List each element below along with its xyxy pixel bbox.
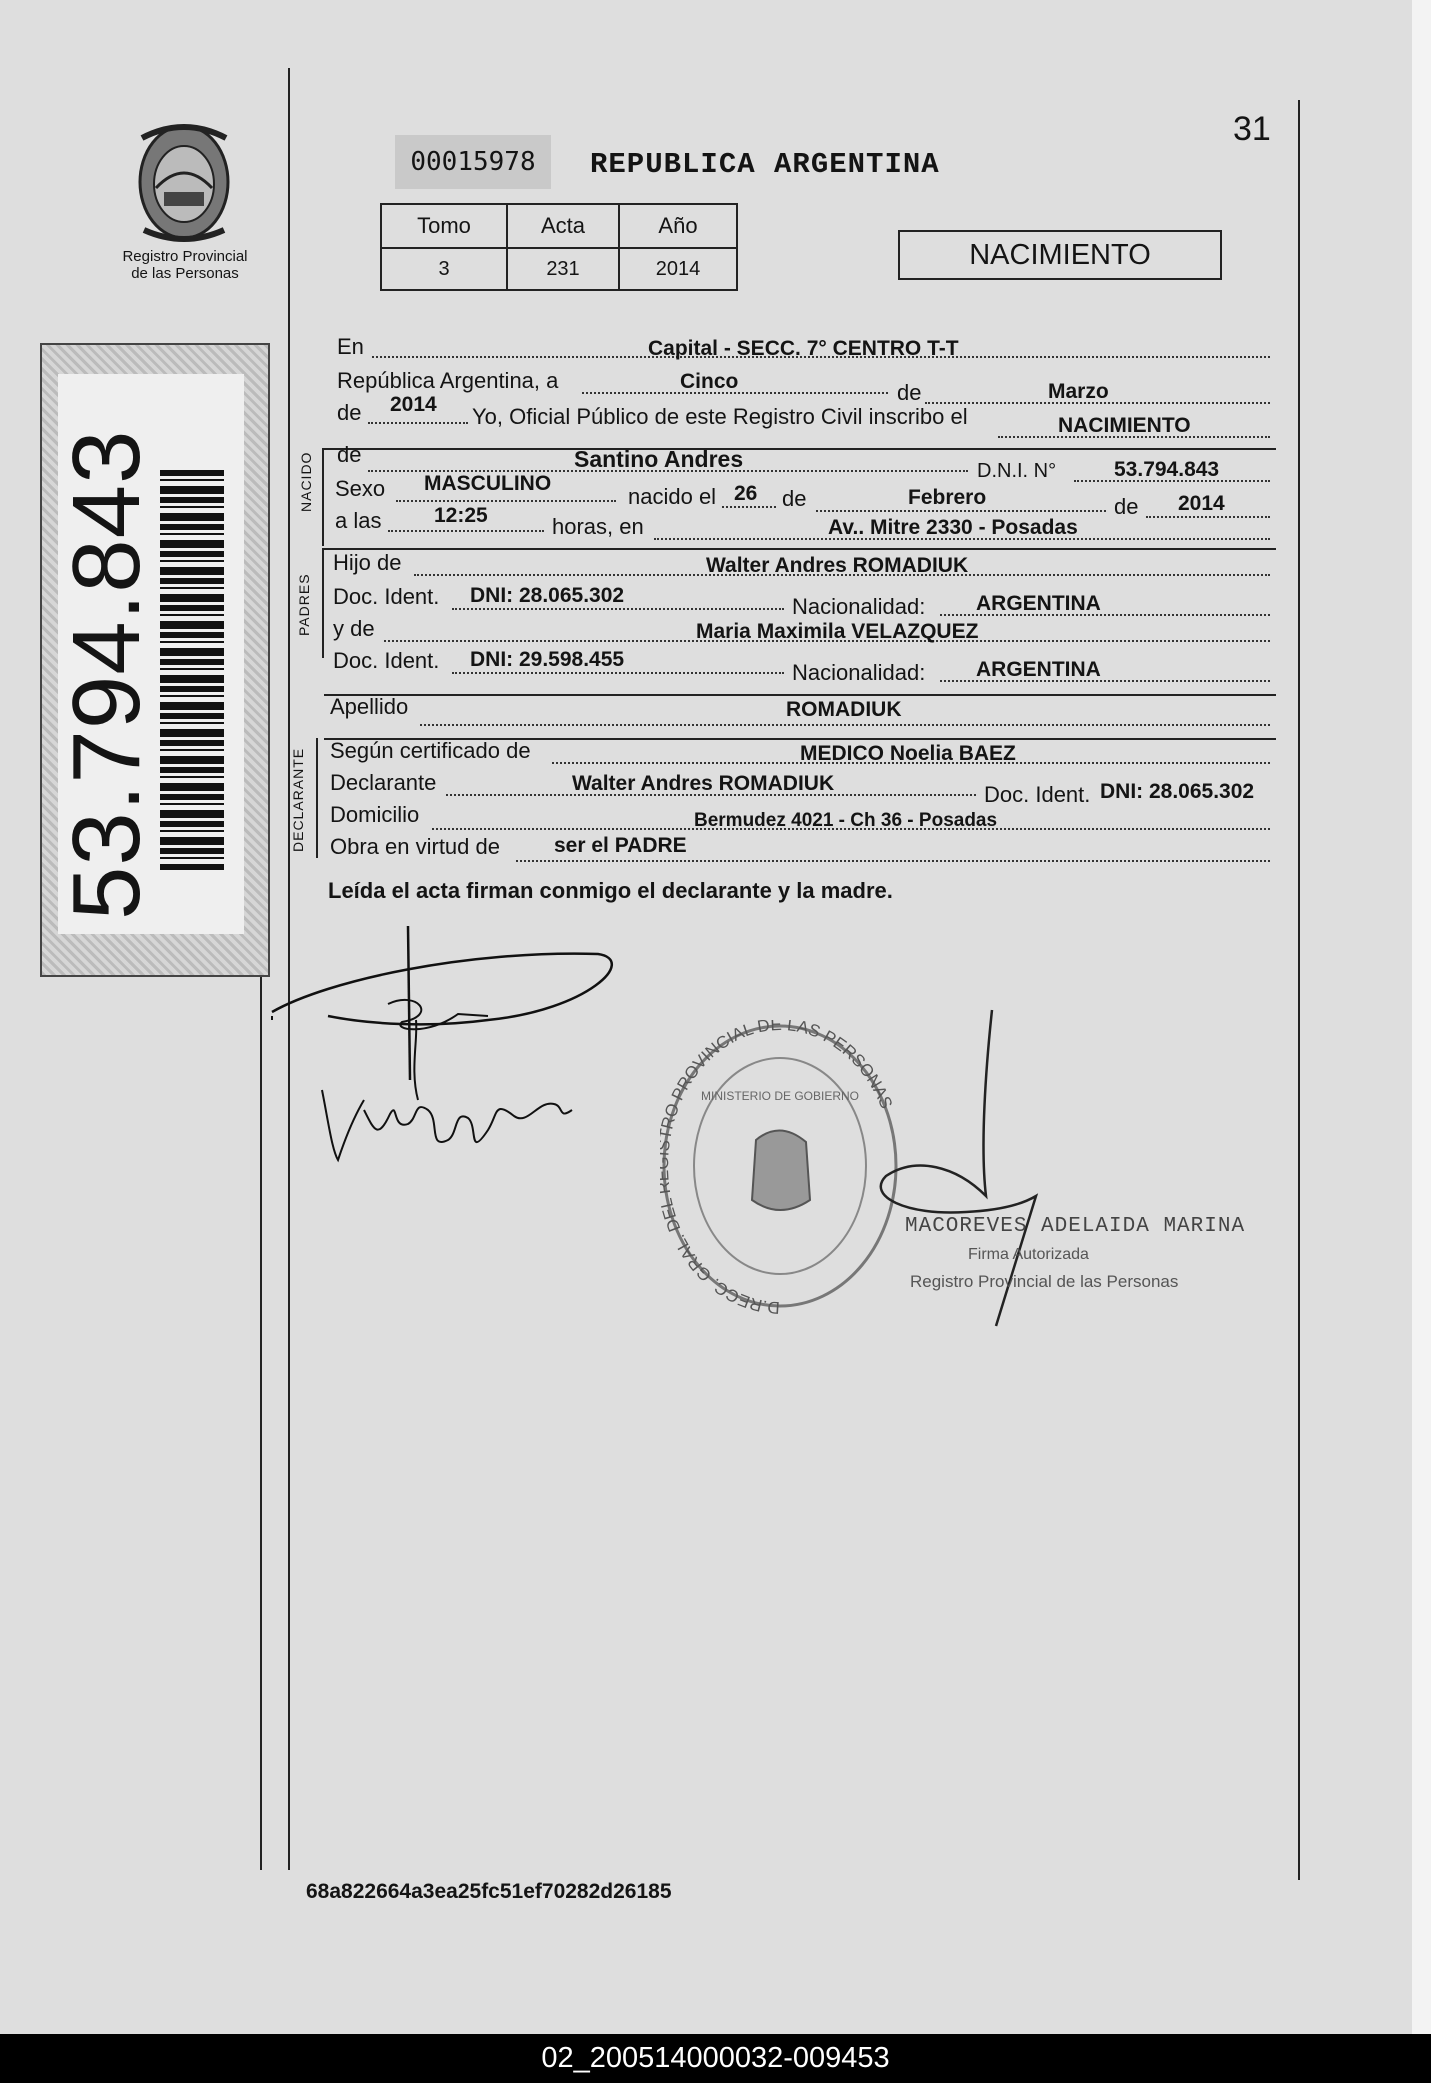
hijo-de-label: Hijo de (333, 550, 402, 575)
nombre-label: de (337, 442, 362, 467)
padre-doc-label: Doc. Ident. (333, 584, 440, 609)
nacido-dia-value: 26 (734, 482, 758, 505)
madre-nac-label: Nacionalidad: (792, 660, 926, 685)
official-registry: Registro Provincial de las Personas (910, 1272, 1179, 1291)
madre-doc-value: DNI: 29.598.455 (470, 648, 625, 671)
apellido-value: ROMADIUK (786, 698, 902, 721)
horas-en-label: horas, en (552, 514, 644, 539)
stamp-inner-text: MINISTERIO DE GOBIERNO (700, 1089, 860, 1103)
obra-value: ser el PADRE (554, 834, 687, 857)
dotted-line (452, 608, 784, 610)
padre-doc-value: DNI: 28.065.302 (470, 584, 625, 607)
serial-number: 00015978 (395, 135, 551, 189)
dotted-line (516, 860, 1270, 862)
padre-nac-label: Nacionalidad: (792, 594, 926, 619)
header-acta: Acta (507, 204, 619, 248)
official-role: Firma Autorizada (968, 1246, 1089, 1263)
nacido-bracket (322, 448, 324, 546)
de-label: de (897, 380, 922, 405)
nacido-el-label: nacido el (628, 484, 717, 509)
id-number: 53.794.843 (53, 429, 160, 920)
dotted-line (420, 724, 1270, 726)
dotted-line (452, 672, 784, 674)
registry-stamp-icon (660, 1020, 900, 1320)
madre-doc-label: Doc. Ident. (333, 648, 440, 673)
dni-label: D.N.I. N° (977, 460, 1057, 482)
act-type-box: NACIMIENTO (898, 230, 1222, 280)
barcode (160, 470, 224, 870)
certificado-value: MEDICO Noelia BAEZ (800, 742, 1016, 765)
padre-value: Walter Andres ROMADIUK (706, 554, 969, 577)
value-acta: 231 (507, 248, 619, 290)
hora-label: a las (335, 508, 382, 533)
obra-label: Obra en virtud de (330, 834, 500, 859)
closing-statement: Leída el acta firman conmigo el declarante y la madre. (328, 878, 893, 903)
document-hash: 68a822664a3ea25fc51ef70282d26185 (306, 1880, 672, 1903)
certificado-label: Según certificado de (330, 738, 531, 763)
padre-nac-value: ARGENTINA (976, 592, 1101, 615)
file-id: 02_200514000032-009453 (541, 2042, 890, 2074)
madre-nac-value: ARGENTINA (976, 658, 1101, 681)
domicilio-label: Domicilio (330, 802, 420, 827)
dotted-line (388, 530, 544, 532)
sexo-value: MASCULINO (424, 472, 552, 495)
section-divider (324, 694, 1276, 696)
padres-bracket (322, 548, 324, 658)
nacido-mes-value: Febrero (908, 486, 987, 509)
scan-edge (1412, 0, 1431, 2034)
padres-section-label: PADRES (296, 573, 312, 636)
republica-label: República Argentina, a (337, 368, 559, 393)
header-anio: Año (619, 204, 737, 248)
oficial-text: Yo, Oficial Público de este Registro Civil inscribo el (472, 404, 968, 429)
province-seal-icon (128, 118, 240, 246)
left-margin-line-lower (260, 930, 262, 1870)
stamp-ring-text: D.RECC. GRAL. DE O PROVINCIAL DE LAS PERSONAS (660, 1020, 897, 1318)
registry-table (380, 203, 738, 291)
nacido-anio-label: de (1114, 494, 1139, 519)
dotted-line (722, 506, 776, 508)
nacido-anio-value: 2014 (1178, 492, 1225, 515)
madre-value: Maria Maximila VELAZQUEZ (696, 620, 979, 643)
registry-caption-line2: de las Personas (131, 265, 239, 282)
dotted-line (816, 510, 1106, 512)
section-divider (324, 548, 1276, 550)
nacido-section-label: NACIDO (298, 451, 314, 512)
page-number: 31 (1233, 110, 1271, 148)
right-margin-line (1298, 100, 1300, 1880)
y-de-label: y de (333, 616, 375, 641)
anio-value: 2014 (390, 393, 437, 416)
lugar-label: En (337, 334, 364, 359)
value-tomo: 3 (381, 248, 507, 290)
nacido-de-label: de (782, 486, 807, 511)
dotted-line (1146, 516, 1270, 518)
header-tomo: Tomo (381, 204, 507, 248)
declarante-label: Declarante (330, 770, 437, 795)
registry-caption (100, 248, 270, 282)
anio-label: de (337, 400, 362, 425)
dni-value: 53.794.843 (1114, 458, 1220, 481)
section-divider (324, 448, 1276, 450)
file-id-bar (0, 2034, 1431, 2083)
declarante-section-label: DECLARANTE (290, 747, 306, 852)
dotted-line (368, 422, 468, 424)
registry-caption-line1: Registro Provincial (122, 248, 248, 265)
dotted-line (396, 500, 616, 502)
inscribe-value: NACIMIENTO (1058, 414, 1191, 437)
declarante-doc-label: Doc. Ident. (984, 782, 1091, 807)
declarante-doc-value: DNI: 28.065.302 (1100, 780, 1255, 803)
declarante-value: Walter Andres ROMADIUK (572, 772, 835, 795)
lugar-nacimiento-value: Av.. Mitre 2330 - Posadas (828, 516, 1078, 539)
official-name: MACOREVES ADELAIDA MARINA (905, 1215, 1246, 1238)
apellido-label: Apellido (330, 694, 409, 719)
declarante-bracket (316, 738, 318, 858)
value-anio: 2014 (619, 248, 737, 290)
mes-value: Marzo (1048, 380, 1109, 403)
domicilio-value: Bermudez 4021 - Ch 36 - Posadas (694, 810, 998, 831)
nombre-value: Santino Andres (574, 446, 744, 472)
country-title: REPUBLICA ARGENTINA (590, 148, 940, 181)
hora-value: 12:25 (434, 504, 488, 527)
dia-value: Cinco (680, 370, 739, 393)
mother-signature-icon (318, 1070, 578, 1170)
lugar-value: Capital - SECC. 7° CENTRO T-T (648, 337, 959, 360)
sexo-label: Sexo (335, 476, 386, 501)
